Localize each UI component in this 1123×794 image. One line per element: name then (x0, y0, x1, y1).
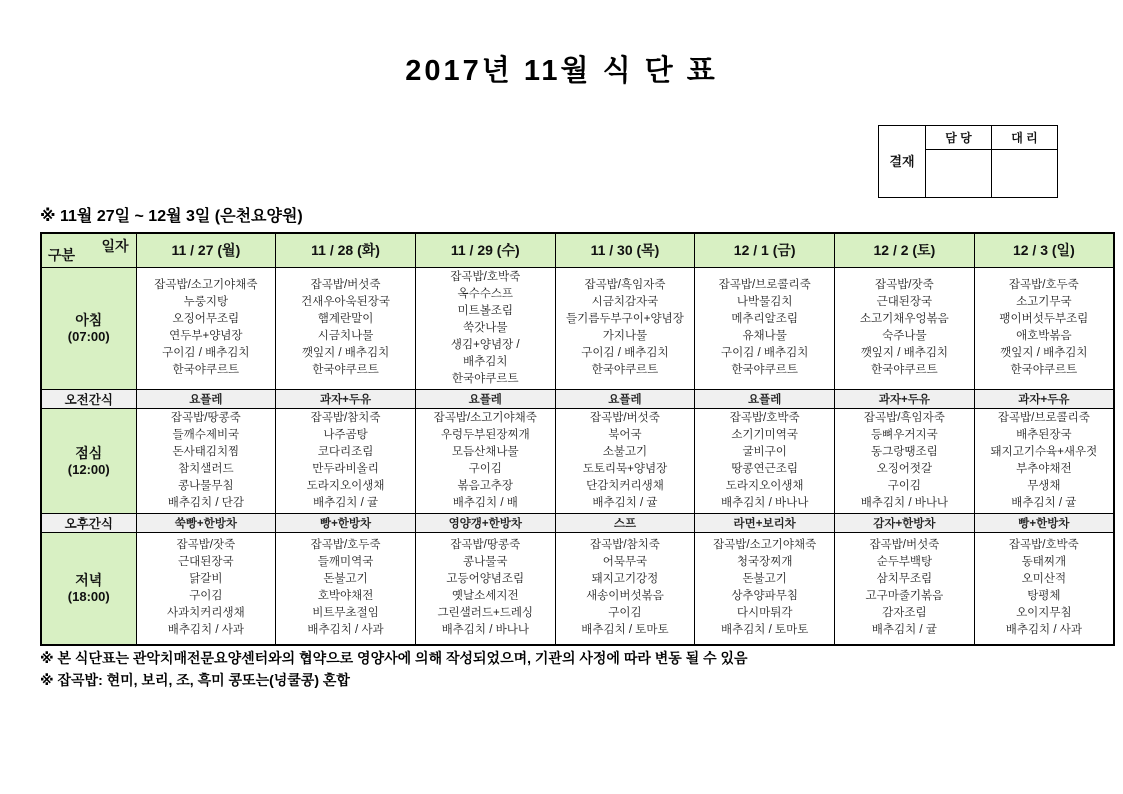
menu-item: 근대된장국 (178, 556, 234, 569)
menu-item: 한국야쿠르트 (591, 364, 659, 376)
date-header: 11 / 27 (월) (136, 233, 276, 267)
menu-item: 배추김치 / 바나나 (720, 496, 809, 509)
menu-item: 배추김치 / 사과 (167, 624, 244, 637)
menu-item: 콩나물무침 (178, 479, 234, 492)
row-label-morning-snack: 오전간식 (41, 389, 136, 408)
snack-cell: 과자+두유 (835, 389, 975, 408)
menu-cell (136, 408, 276, 513)
menu-item: 배추김치 / 토마토 (720, 624, 809, 637)
approval-signature-cell (926, 150, 991, 197)
menu-item: 코다리조림 (317, 445, 374, 458)
menu-item: 미트볼조림 (457, 304, 514, 317)
menu-item: 구이김 (608, 607, 642, 620)
menu-cell (555, 267, 695, 389)
menu-item: 잡곡밥/땅콩죽 (450, 539, 521, 552)
menu-item: 어묵무국 (602, 556, 648, 569)
menu-item: 배추김치 / 귤 (1011, 496, 1077, 509)
menu-item: 들기름두부구이+양념장 (566, 313, 684, 325)
menu-item: 고등어양념조림 (446, 573, 525, 586)
menu-item: 구이김 (887, 479, 922, 492)
menu-item: 잡곡밥/흑임자죽 (584, 279, 666, 291)
menu-item: 한국야쿠르트 (731, 364, 798, 376)
snack-cell: 빵+한방차 (276, 513, 416, 532)
menu-item: 굴비구이 (742, 445, 787, 458)
menu-item: 잡곡밥/브로콜리죽 (718, 279, 811, 291)
menu-item: 구이김 / 배추김치 (581, 347, 669, 359)
menu-item: 잡곡밥/버섯죽 (590, 411, 660, 424)
menu-item: 삼치무조림 (876, 573, 933, 586)
menu-cell (835, 532, 975, 645)
menu-cell (835, 408, 975, 513)
date-header: 11 / 30 (목) (555, 233, 695, 267)
menu-item: 잡곡밥/소고기야채죽 (433, 411, 537, 424)
menu-item: 소불고기 (602, 445, 648, 458)
row-label-lunch (41, 408, 136, 513)
menu-item: 배추된장국 (1016, 428, 1072, 441)
menu-cell (276, 532, 416, 645)
menu-item: 들깨수제비국 (172, 428, 240, 441)
menu-item: 깻잎지 / 배추김치 (1000, 347, 1088, 359)
corner-label-date: 일자 (101, 238, 129, 254)
menu-item: 부추야채전 (1016, 462, 1072, 475)
menu-item: 깻잎지 / 배추김치 (301, 347, 390, 359)
menu-item: 팽이버섯두부조림 (999, 313, 1089, 325)
menu-cell (695, 532, 835, 645)
snack-cell: 과자+두유 (276, 389, 416, 408)
menu-item: 옥수수스프 (457, 287, 514, 300)
menu-item: 한국야쿠르트 (1010, 364, 1078, 376)
menu-cell (276, 408, 416, 513)
menu-item: 유채나물 (742, 330, 787, 342)
menu-item: 만두라비올리 (312, 462, 379, 475)
date-header: 12 / 2 (토) (835, 233, 975, 267)
menu-item: 근대된장국 (876, 296, 933, 308)
date-header: 12 / 3 (일) (974, 233, 1114, 267)
snack-cell: 감자+한방차 (835, 513, 975, 532)
menu-item: 배추김치 / 단감 (167, 496, 244, 509)
menu-item: 배추김치 / 사과 (1005, 624, 1082, 637)
menu-item: 잡곡밥/버섯죽 (310, 279, 381, 291)
snack-cell: 라면+보리차 (695, 513, 835, 532)
menu-item: 땅콩연근조림 (731, 462, 798, 475)
menu-item: 돈불고기 (323, 573, 368, 586)
corner-cell (41, 233, 136, 267)
menu-item: 한국야쿠르트 (451, 372, 519, 385)
menu-item: 옛날소세지전 (451, 590, 519, 603)
menu-item: 사과치커리생채 (166, 607, 245, 620)
menu-item: 잡곡밥/호두죽 (310, 539, 381, 552)
menu-item: 도라지오이생채 (306, 479, 385, 492)
menu-item: 잡곡밥/버섯죽 (869, 539, 940, 552)
menu-item: 배추김치 / 바나나 (441, 624, 529, 637)
footnotes (40, 647, 748, 691)
date-header: 11 / 28 (화) (276, 233, 416, 267)
row-breakfast (41, 267, 1114, 389)
menu-cell (974, 408, 1114, 513)
menu-item: 잡곡밥/소고기야채죽 (154, 279, 258, 291)
menu-item: 배추김치 / 귤 (592, 496, 658, 509)
menu-item: 누룽지탕 (183, 296, 229, 308)
menu-item: 모듬산채나물 (451, 445, 519, 458)
menu-item: 메추리알조림 (731, 313, 798, 325)
menu-item: 닭갈비 (189, 573, 223, 586)
menu-item: 시금치나물 (317, 330, 374, 342)
snack-cell: 쑥빵+한방차 (136, 513, 276, 532)
menu-item: 구이김 / 배추김치 (720, 347, 809, 359)
menu-item: 배추김치 / 토마토 (581, 624, 669, 637)
snack-cell: 스프 (555, 513, 695, 532)
row-label-text: 저녁 (75, 572, 103, 589)
date-header: 12 / 1 (금) (695, 233, 835, 267)
menu-item: 고구마줄기볶음 (865, 590, 944, 603)
menu-item: 한국야쿠르트 (871, 364, 938, 376)
menu-item: 쑥갓나물 (463, 321, 508, 334)
menu-cell (835, 267, 975, 389)
menu-item: 숙주나물 (882, 330, 927, 342)
menu-item: 상추양파무침 (731, 590, 798, 603)
row-label-text: 아침 (75, 312, 103, 328)
menu-item: 애호박볶음 (1016, 330, 1072, 342)
menu-cell (695, 408, 835, 513)
menu-item: 한국야쿠르트 (172, 364, 240, 376)
menu-item: 돈사태김치찜 (172, 445, 240, 458)
menu-item: 배추김치 / 귤 (871, 624, 937, 637)
snack-cell: 요플레 (136, 389, 276, 408)
snack-cell: 빵+한방차 (974, 513, 1114, 532)
footnote: ※ 잡곡밥: 현미, 보리, 조, 흑미 콩또는(넝쿨콩) 혼합 (40, 672, 350, 688)
menu-item: 탕평체 (1027, 590, 1061, 603)
menu-item: 잡곡밥/호두죽 (1008, 279, 1079, 291)
menu-item: 배추김치 (463, 355, 508, 368)
menu-item: 잡곡밥/호박죽 (1008, 539, 1079, 552)
menu-item: 깻잎지 / 배추김치 (860, 347, 949, 359)
snack-cell: 요플레 (555, 389, 695, 408)
menu-item: 잡곡밥/참치죽 (310, 411, 381, 424)
menu-item: 나주곰탕 (323, 428, 368, 441)
menu-cell (415, 408, 555, 513)
menu-item: 배추김치 / 귤 (312, 496, 379, 509)
menu-item: 비트무초절임 (312, 607, 379, 620)
snack-cell: 요플레 (415, 389, 555, 408)
snack-cell: 과자+두유 (974, 389, 1114, 408)
menu-item: 오이지무침 (1016, 607, 1072, 620)
corner-label-category: 구분 (48, 246, 76, 263)
menu-item: 잡곡밥/호박죽 (729, 411, 800, 424)
menu-item: 잡곡밥/소고기야채죽 (713, 539, 817, 552)
menu-item: 시금치감자국 (591, 296, 659, 308)
menu-item: 볶음고추장 (457, 479, 514, 492)
menu-item: 등뼈우거지국 (871, 428, 938, 441)
menu-item: 도토리묵+양념장 (582, 462, 668, 475)
menu-item: 배추김치 / 바나나 (860, 496, 949, 509)
menu-cell (695, 267, 835, 389)
menu-item: 오미산적 (1021, 573, 1067, 586)
meal-plan-table (40, 232, 1115, 646)
menu-cell (555, 532, 695, 645)
menu-item: 오징어무조림 (172, 313, 240, 325)
menu-cell (974, 267, 1114, 389)
menu-item: 다시마튀각 (736, 607, 793, 620)
menu-item: 구이김 (189, 590, 223, 603)
menu-item: 한국야쿠르트 (312, 364, 379, 376)
menu-item: 구이김 (468, 462, 502, 475)
menu-item: 청국장찌개 (736, 556, 793, 569)
menu-item: 배추김치 / 사과 (307, 624, 384, 637)
menu-item: 북어국 (608, 428, 642, 441)
menu-item: 나박물김치 (736, 296, 793, 308)
menu-item: 참치샐러드 (178, 462, 234, 475)
row-afternoon-snack (41, 513, 1114, 532)
menu-item: 소고기채우엉볶음 (859, 313, 949, 325)
menu-item: 연두부+양념장 (169, 330, 243, 342)
menu-item: 돼지고기강정 (591, 573, 659, 586)
row-morning-snack (41, 389, 1114, 408)
menu-cell (136, 532, 276, 645)
menu-item: 무생채 (1027, 479, 1061, 492)
menu-item: 가지나물 (602, 330, 648, 342)
menu-item: 들깨미역국 (317, 556, 374, 569)
menu-item: 동그랑땡조림 (871, 445, 938, 458)
menu-item: 호박야채전 (317, 590, 374, 603)
menu-cell (415, 267, 555, 389)
menu-cell (276, 267, 416, 389)
footnote: ※ 본 식단표는 관악치매전문요양센터와의 협약으로 영양사에 의해 작성되었으며, 기관의 사정에 따라 변동 될 수 있음 (40, 650, 748, 666)
menu-item: 오징어젓갈 (876, 462, 933, 475)
approval-column-deputy: 대 리 (991, 126, 1057, 149)
menu-item: 그린샐러드+드레싱 (437, 607, 534, 620)
row-label-breakfast (41, 267, 136, 389)
menu-item: 새송이버섯볶음 (586, 590, 664, 603)
row-label-time: (07:00) (67, 329, 110, 344)
menu-item: 잡곡밥/브로콜리죽 (997, 411, 1090, 424)
menu-cell (415, 532, 555, 645)
row-label-time: (18:00) (67, 589, 110, 605)
menu-item: 돈불고기 (742, 573, 787, 586)
date-header: 11 / 29 (수) (415, 233, 555, 267)
menu-item: 순두부백탕 (876, 556, 933, 569)
menu-item: 소고기무국 (1016, 296, 1072, 308)
menu-item: 잡곡밥/잣죽 (176, 539, 236, 552)
menu-item: 배추김치 / 배 (452, 496, 518, 509)
row-label-afternoon-snack: 오후간식 (41, 513, 136, 532)
menu-item: 생김+양념장 / (450, 338, 520, 351)
period-note: ※ 11월 27일 ~ 12월 3일 (은천요양원) (40, 208, 303, 225)
menu-item: 구이김 / 배추김치 (162, 347, 250, 359)
menu-cell (136, 267, 276, 389)
menu-item: 감자조림 (882, 607, 927, 620)
menu-item: 건새우아욱된장국 (301, 296, 390, 308)
row-label-text: 점심 (75, 444, 103, 461)
snack-cell: 요플레 (695, 389, 835, 408)
menu-item: 우렁두부된장찌개 (440, 428, 530, 441)
menu-item: 잡곡밥/흑임자죽 (863, 411, 945, 424)
approval-column-manager: 담 당 (945, 131, 972, 145)
menu-item: 햄계란말이 (317, 313, 374, 325)
menu-item: 돼지고기수육+새우젓 (990, 445, 1098, 458)
menu-item: 도라지오이생채 (725, 479, 804, 492)
menu-cell (974, 532, 1114, 645)
approval-signature-cell (991, 150, 1057, 197)
menu-item: 콩나물국 (463, 556, 508, 569)
menu-item: 잡곡밥/호박죽 (450, 270, 521, 283)
approval-box (878, 125, 1058, 198)
menu-cell (555, 408, 695, 513)
row-lunch (41, 408, 1114, 513)
menu-item: 소기기미역국 (731, 428, 798, 441)
row-dinner (41, 532, 1114, 645)
row-label-dinner (41, 532, 136, 645)
page-title: 2017년 11월 식 단 표 (405, 55, 718, 87)
menu-item: 잡곡밥/잣죽 (874, 279, 934, 291)
snack-cell: 영양갱+한방차 (415, 513, 555, 532)
menu-item: 잡곡밥/참치죽 (590, 539, 660, 552)
menu-item: 동태찌개 (1021, 556, 1067, 569)
table-header-row (41, 233, 1114, 267)
menu-item: 잡곡밥/땅콩죽 (170, 411, 241, 424)
row-label-time: (12:00) (67, 461, 110, 477)
approval-stamp-label: 결재 (879, 126, 926, 197)
menu-item: 단감치커리생채 (586, 479, 664, 492)
